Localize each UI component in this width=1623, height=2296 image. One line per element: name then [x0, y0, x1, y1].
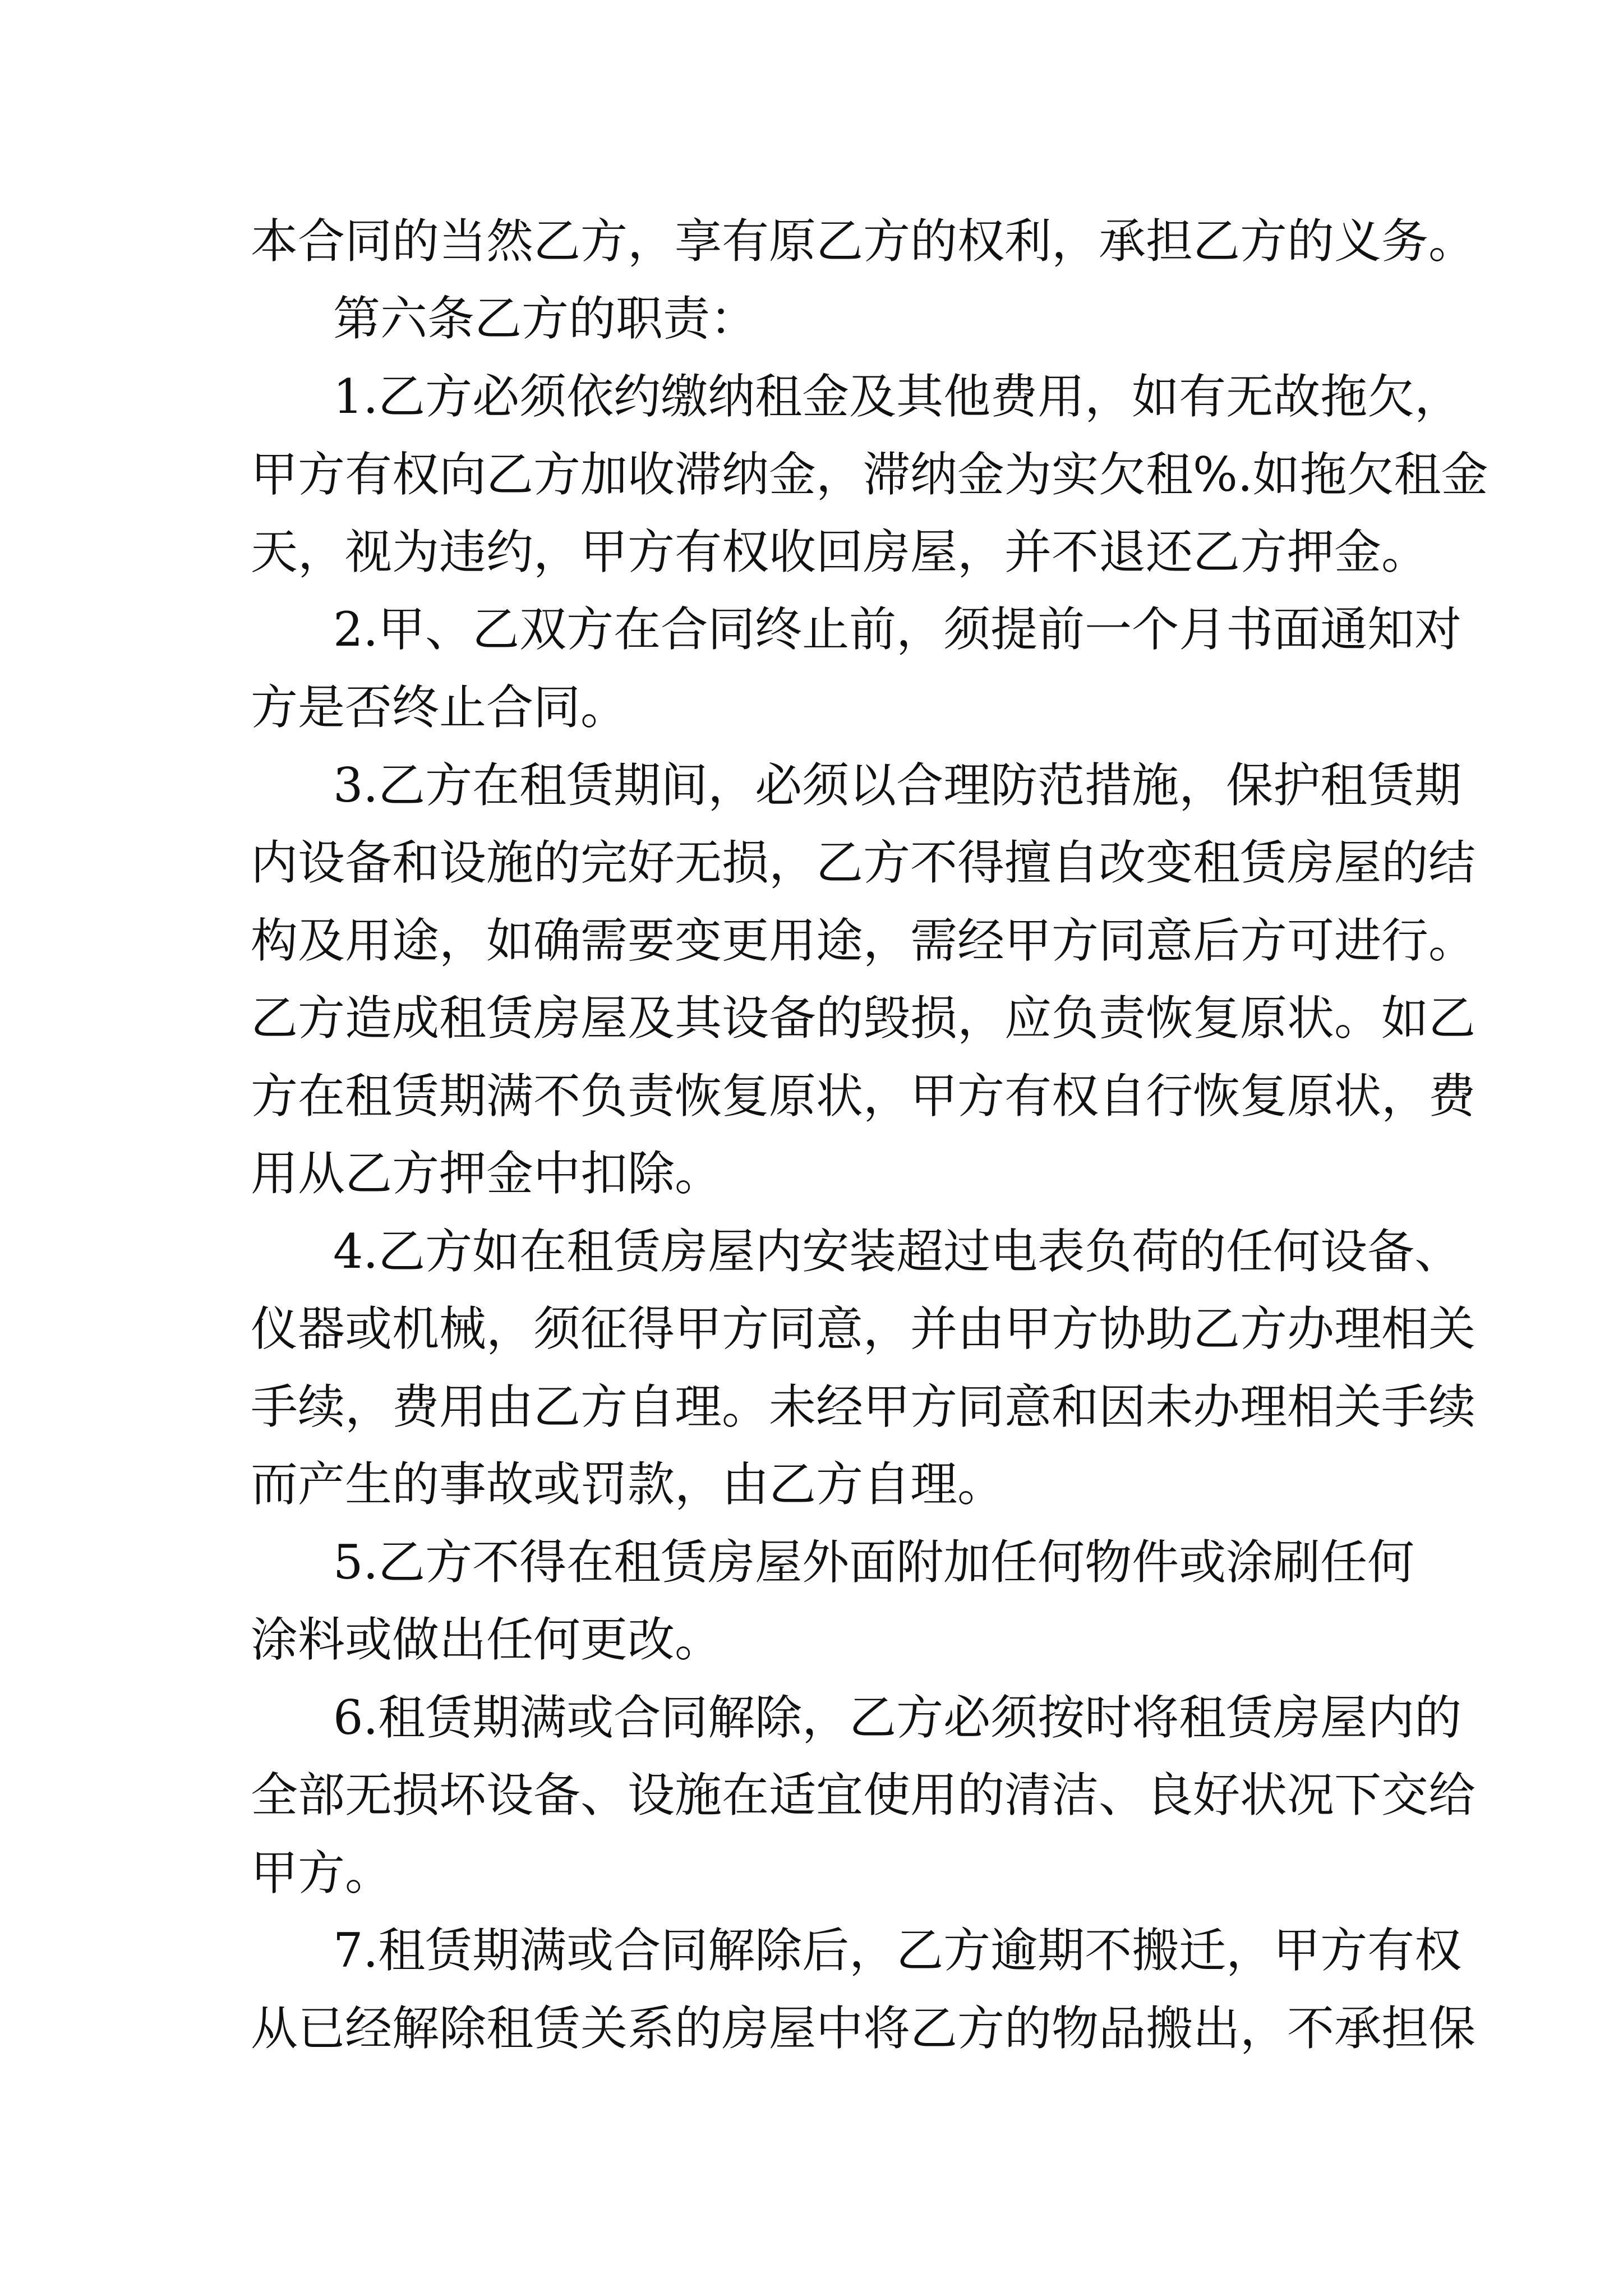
section-heading: 第六条乙方的职责： [333, 291, 758, 346]
text-line: 构及用途，如确需要变更用途，需经甲方同意后方可进行。 [251, 913, 1476, 968]
text-line: 甲方有权向乙方加收滞纳金，滞纳金为实欠租%.如拖欠租金 [251, 447, 1488, 502]
text-line: 手续，费用由乙方自理。未经甲方同意和因未办理相关手续 [251, 1379, 1476, 1434]
text-line: 1.乙方必须依约缴纳租金及其他费用，如有无故拖欠， [333, 369, 1462, 424]
text-line: 4.乙方如在租赁房屋内安装超过电表负荷的任何设备、 [333, 1224, 1462, 1279]
text-line: 全部无损坏设备、设施在适宜使用的清洁、良好状况下交给 [251, 1768, 1476, 1823]
text-line: 用从乙方押金中扣除。 [251, 1146, 722, 1201]
text-line: 本合同的当然乙方，享有原乙方的权利，承担乙方的义务。 [251, 214, 1476, 269]
text-line: 从已经解除租赁关系的房屋中将乙方的物品搬出，不承担保 [251, 2001, 1476, 2056]
text-line: 6.租赁期满或合同解除，乙方必须按时将租赁房屋内的 [333, 1690, 1462, 1745]
text-line: 甲方。 [251, 1846, 393, 1901]
text-line: 方在租赁期满不负责恢复原状，甲方有权自行恢复原状，费 [251, 1069, 1476, 1124]
text-line: 7.租赁期满或合同解除后，乙方逾期不搬迁，甲方有权 [333, 1923, 1462, 1978]
text-line: 2.甲、乙双方在合同终止前，须提前一个月书面通知对 [333, 602, 1462, 657]
text-line: 仪器或机械，须征得甲方同意，并由甲方协助乙方办理相关 [251, 1301, 1476, 1356]
text-line: 内设备和设施的完好无损，乙方不得擅自改变租赁房屋的结 [251, 835, 1476, 890]
text-line: 天，视为违约，甲方有权收回房屋，并不退还乙方押金。 [251, 524, 1429, 579]
text-line: 乙方造成租赁房屋及其设备的毁损，应负责恢复原状。如乙 [251, 991, 1476, 1046]
text-line: 5.乙方不得在租赁房屋外面附加任何物件或涂刷任何 [333, 1535, 1415, 1590]
text-line: 方是否终止合同。 [251, 680, 628, 735]
text-line: 而产生的事故或罚款，由乙方自理。 [251, 1457, 1005, 1512]
text-line: 涂料或做出任何更改。 [251, 1612, 722, 1667]
text-line: 3.乙方在租赁期间，必须以合理防范措施，保护租赁期 [333, 758, 1462, 813]
